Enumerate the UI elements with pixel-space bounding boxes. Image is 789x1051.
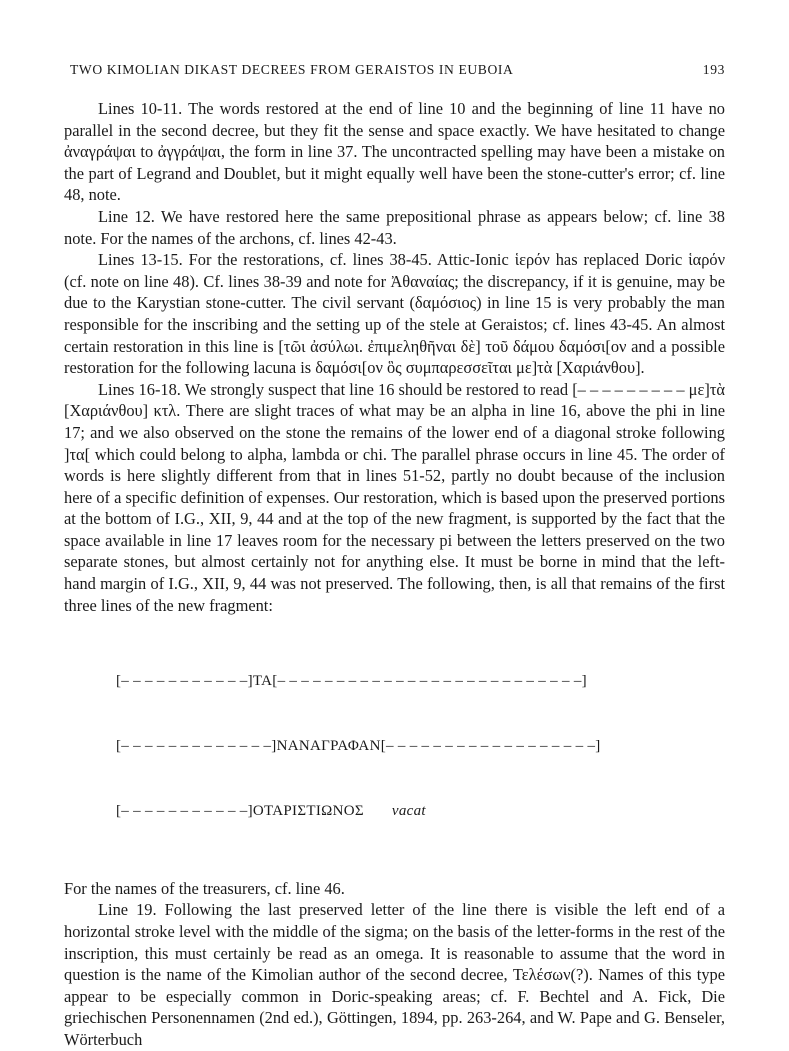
vacat-label: vacat (391, 803, 426, 819)
paragraph-line-19: Line 19. Following the last preserved letter of the line there is visible the left end of a horizontal stroke level with the middle of the sigma; on the basis of the letter-forms in the rest of the inscription, this must certainly be read as an omega. It is reasonable to assume that the word in question is the name of the Kimolian author of the second decree, Τελέσων(?). Names of this type appear to be especially common in Doric-speaking areas; cf. F. Bechtel and A. Fick, Die griechischen Personennamen (2nd ed.), Göttingen, 1894, pp. 263-264, and W. Pape and G. Benseler, Wörterbuch (64, 900, 725, 1049)
running-header (64, 62, 725, 78)
treasurers-note: For the names of the treasurers, cf. line 46. (64, 878, 345, 898)
paragraph-lines-10-11: Lines 10-11. The words restored at the end of line 10 and the beginning of line 11 have no parallel in the second decree, but they fit the sense and space exactly. We have hesitated to change ἀναγράψαι to ἀγγράψαι, the form in line 37. The uncontracted spelling may have been a mistake on the part of Legrand and Doublet, but it might equally well have been the stone-cutter's error; cf. line 48, note. (64, 99, 725, 205)
page-number: 193 (702, 62, 725, 77)
running-title: TWO KIMOLIAN DIKAST DECREES FROM GERAISTOS IN EUBOIA (70, 62, 514, 77)
paragraph-line-12: Line 12. We have restored here the same prepositional phrase as appears below; cf. line 38 note. For the names of the archons, cf. lines 42-43. (64, 206, 725, 248)
inscription-line (116, 801, 725, 823)
paragraph-lines-16-18: Lines 16-18. We strongly suspect that line 16 should be restored to read [– – – – – – – – – με]τὰ [Χαριάνθου] κτλ. There are slight traces of what may be an alpha in line 16, above the phi in line 17; and we also observed on the stone the remains of the lower end of a diagonal stroke following ]τα[ which could belong to alpha, lambda or chi. The parallel phrase occurs in line 45. The order of words is here slightly different from that in lines 51-52, partly no doubt because of the inclusion here of a specific definition of expenses. Our restoration, which is based upon the preserved portions at the bottom of I.G., XII, 9, 44 and at the top of the new fragment, is supported by the fact that the space available in line 17 leaves room for the necessary pi between the letters preserved on the two separate stones, but almost certainly not for anything else. It must be borne in mind that the left-hand margin of I.G., XII, 9, 44 was not preserved. The following, then, is all that remains of the first three lines of the new fragment: (64, 379, 725, 615)
inscription-line-text: [– – – – – – – – – – –]ΟΤΑΡΙΣΤΙΩΝΟΣ (116, 803, 364, 819)
inscription-block (116, 628, 725, 866)
paragraph-lines-13-15: Lines 13-15. For the restorations, cf. lines 38-45. Attic-Ionic ἱερόν has replaced Doric ἱαρόν (cf. note on line 48). Cf. lines 38-39 and note for Ἀθαναίας; the discrepancy, if it is genuine, may be due to the Karystian stone-cutter. The civil servant (δαμόσιος) in line 15 is very probably the man responsible for the inscribing and the setting up of the stele at Geraistos; cf. lines 43-45. An almost certain restoration in this line is [τῶι ἀσύλωι. ἐπιμεληθῆναι δὲ] τοῦ δάμου δαμόσι[ον and a possible restoration for the following lacuna is δαμόσι[ον ὃς συμπαρεσσεῖται με]τὰ [Χαριάνθου]. (64, 250, 725, 378)
inscription-line: [– – – – – – – – – – – – –]ΝΑΝΑΓΡΑΦΑΝ[– – – – – – – – – – – – – – – – – –] (116, 738, 601, 755)
document-page (64, 62, 725, 1051)
inscription-line: [– – – – – – – – – – –]ΤΑ[– – – – – – – – – – – – – – – – – – – – – – – – – –] (116, 673, 587, 690)
